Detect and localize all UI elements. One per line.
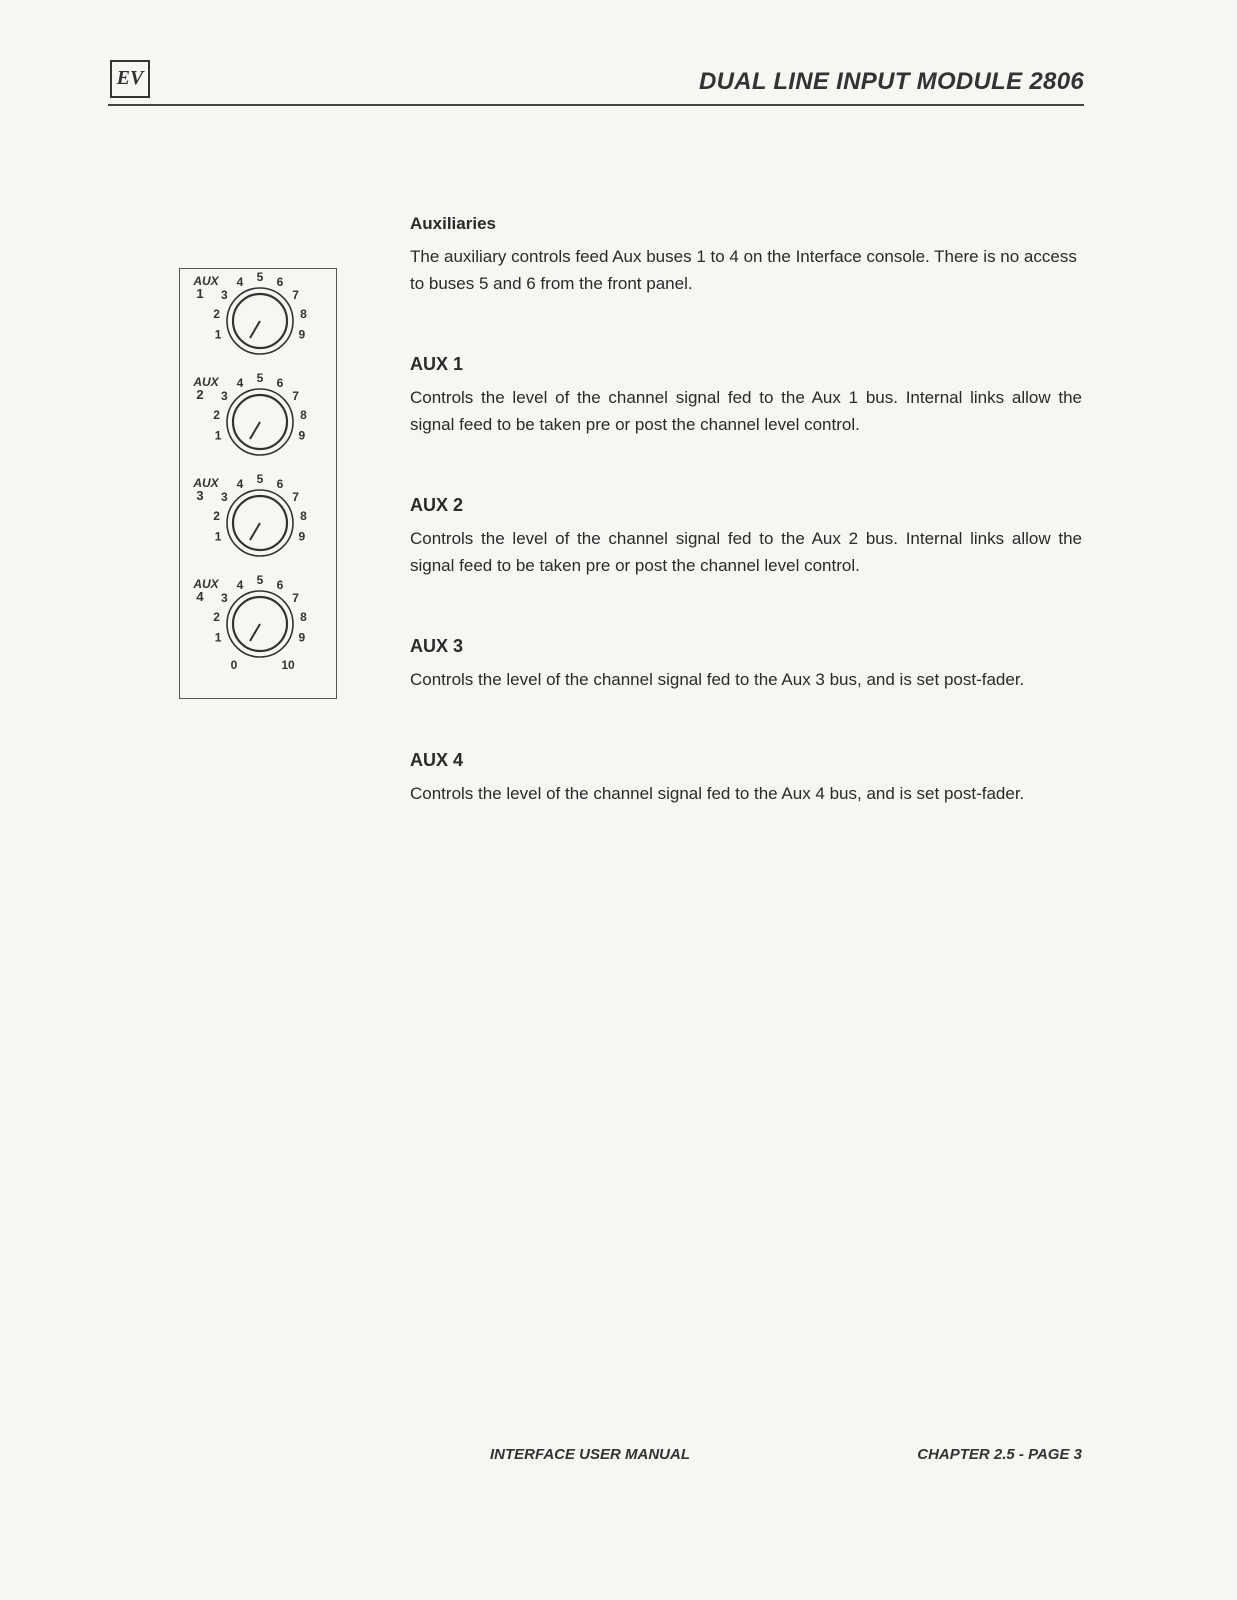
aux-knobs-diagram	[180, 269, 338, 700]
knob-label-aux: AUX	[193, 577, 219, 591]
aux-knob-panel	[179, 268, 337, 699]
knob-scale-label: 8	[300, 307, 307, 322]
knob-scale-label: 5	[256, 573, 264, 587]
section-title: AUX 3	[410, 636, 464, 656]
knob-scale-label: 4	[236, 274, 244, 289]
knob-scale-label: 4	[236, 577, 244, 592]
knob-scale-label: 4	[236, 375, 244, 390]
section-aux-4	[410, 747, 1082, 807]
knob-scale-label: 7	[292, 490, 299, 505]
ev-logo: EV	[110, 60, 150, 98]
knob-scale-label: 9	[298, 327, 306, 342]
knob-label-number: 1	[196, 286, 204, 301]
knob-scale-label: 9	[298, 529, 306, 544]
knob-label-number: 3	[196, 488, 204, 503]
knob-label-number: 2	[196, 387, 204, 402]
section-text: Controls the level of the channel signal fed to the Aux 2 bus. Internal links allow the signal feed to be taken pre or post the channel level control.	[410, 529, 1082, 575]
knob-scale-label: 5	[256, 371, 264, 385]
knob-scale-label: 6	[276, 577, 284, 592]
knob-scale-label: 7	[292, 288, 299, 303]
knob-scale-label: 8	[300, 610, 307, 625]
knob-scale-label: 5	[256, 472, 264, 486]
knob-pointer	[250, 624, 260, 641]
knob-scale-label: 6	[276, 274, 284, 289]
section-aux-1	[410, 351, 1082, 438]
section-heading-auxiliaries: Auxiliaries	[410, 214, 496, 233]
section-title: AUX 4	[410, 750, 464, 770]
knob-scale-label: 8	[300, 509, 307, 524]
section-aux-2	[410, 492, 1082, 579]
knob-scale-label: 5	[256, 270, 264, 284]
content-column	[410, 210, 1082, 807]
section-text: Controls the level of the channel signal fed to the Aux 3 bus, and is set post-fader.	[410, 670, 1025, 689]
knob-scale-label: 2	[213, 610, 220, 625]
knob-scale-label: 2	[213, 307, 220, 322]
knob-scale-label: 1	[214, 428, 222, 443]
knob-scale-label: 3	[221, 490, 228, 505]
knob-scale-label: 9	[298, 630, 306, 645]
section-title: AUX 1	[410, 354, 464, 374]
section-aux-3	[410, 633, 1082, 693]
knob-scale-label: 3	[221, 591, 228, 606]
knob-label-aux: AUX	[193, 476, 219, 490]
knob-scale-label: 1	[214, 630, 222, 645]
section-text: Controls the level of the channel signal fed to the Aux 4 bus, and is set post-fader.	[410, 784, 1025, 803]
knob-scale-label: 8	[300, 408, 307, 423]
knob-scale-label: 7	[292, 591, 299, 606]
knob-scale-label: 1	[214, 529, 222, 544]
scale-max-label: 10	[281, 658, 295, 672]
footer-page-number: CHAPTER 2.5 - PAGE 3	[917, 1446, 1082, 1463]
knob-scale-label: 6	[276, 476, 284, 491]
knob-scale-label: 7	[292, 389, 299, 404]
knob-scale-label: 1	[214, 327, 222, 342]
knob-label-aux: AUX	[193, 274, 219, 288]
section-title: AUX 2	[410, 495, 464, 515]
knob-scale-label: 6	[276, 375, 284, 390]
knob-pointer	[250, 422, 260, 439]
auxiliaries-description: The auxiliary controls feed Aux buses 1 to 4 on the Interface console. There is no access to buses 5 and 6 from the front panel.	[410, 247, 1077, 293]
knob-label-aux: AUX	[193, 375, 219, 389]
page-title: DUAL LINE INPUT MODULE 2806	[698, 68, 1084, 95]
knob-pointer	[250, 523, 260, 540]
knob-scale-label: 4	[236, 476, 244, 491]
header-divider	[108, 104, 1084, 106]
knob-scale-label: 2	[213, 408, 220, 423]
knob-scale-label: 3	[221, 389, 228, 404]
scale-min-label: 0	[230, 658, 238, 672]
knob-scale-label: 3	[221, 288, 228, 303]
knob-scale-label: 9	[298, 428, 306, 443]
knob-scale-label: 2	[213, 509, 220, 524]
knob-pointer	[250, 321, 260, 338]
knob-label-number: 4	[196, 589, 204, 604]
section-text: Controls the level of the channel signal fed to the Aux 1 bus. Internal links allow the signal feed to be taken pre or post the channel level control.	[410, 388, 1082, 434]
footer-manual-name: INTERFACE USER MANUAL	[490, 1446, 691, 1463]
